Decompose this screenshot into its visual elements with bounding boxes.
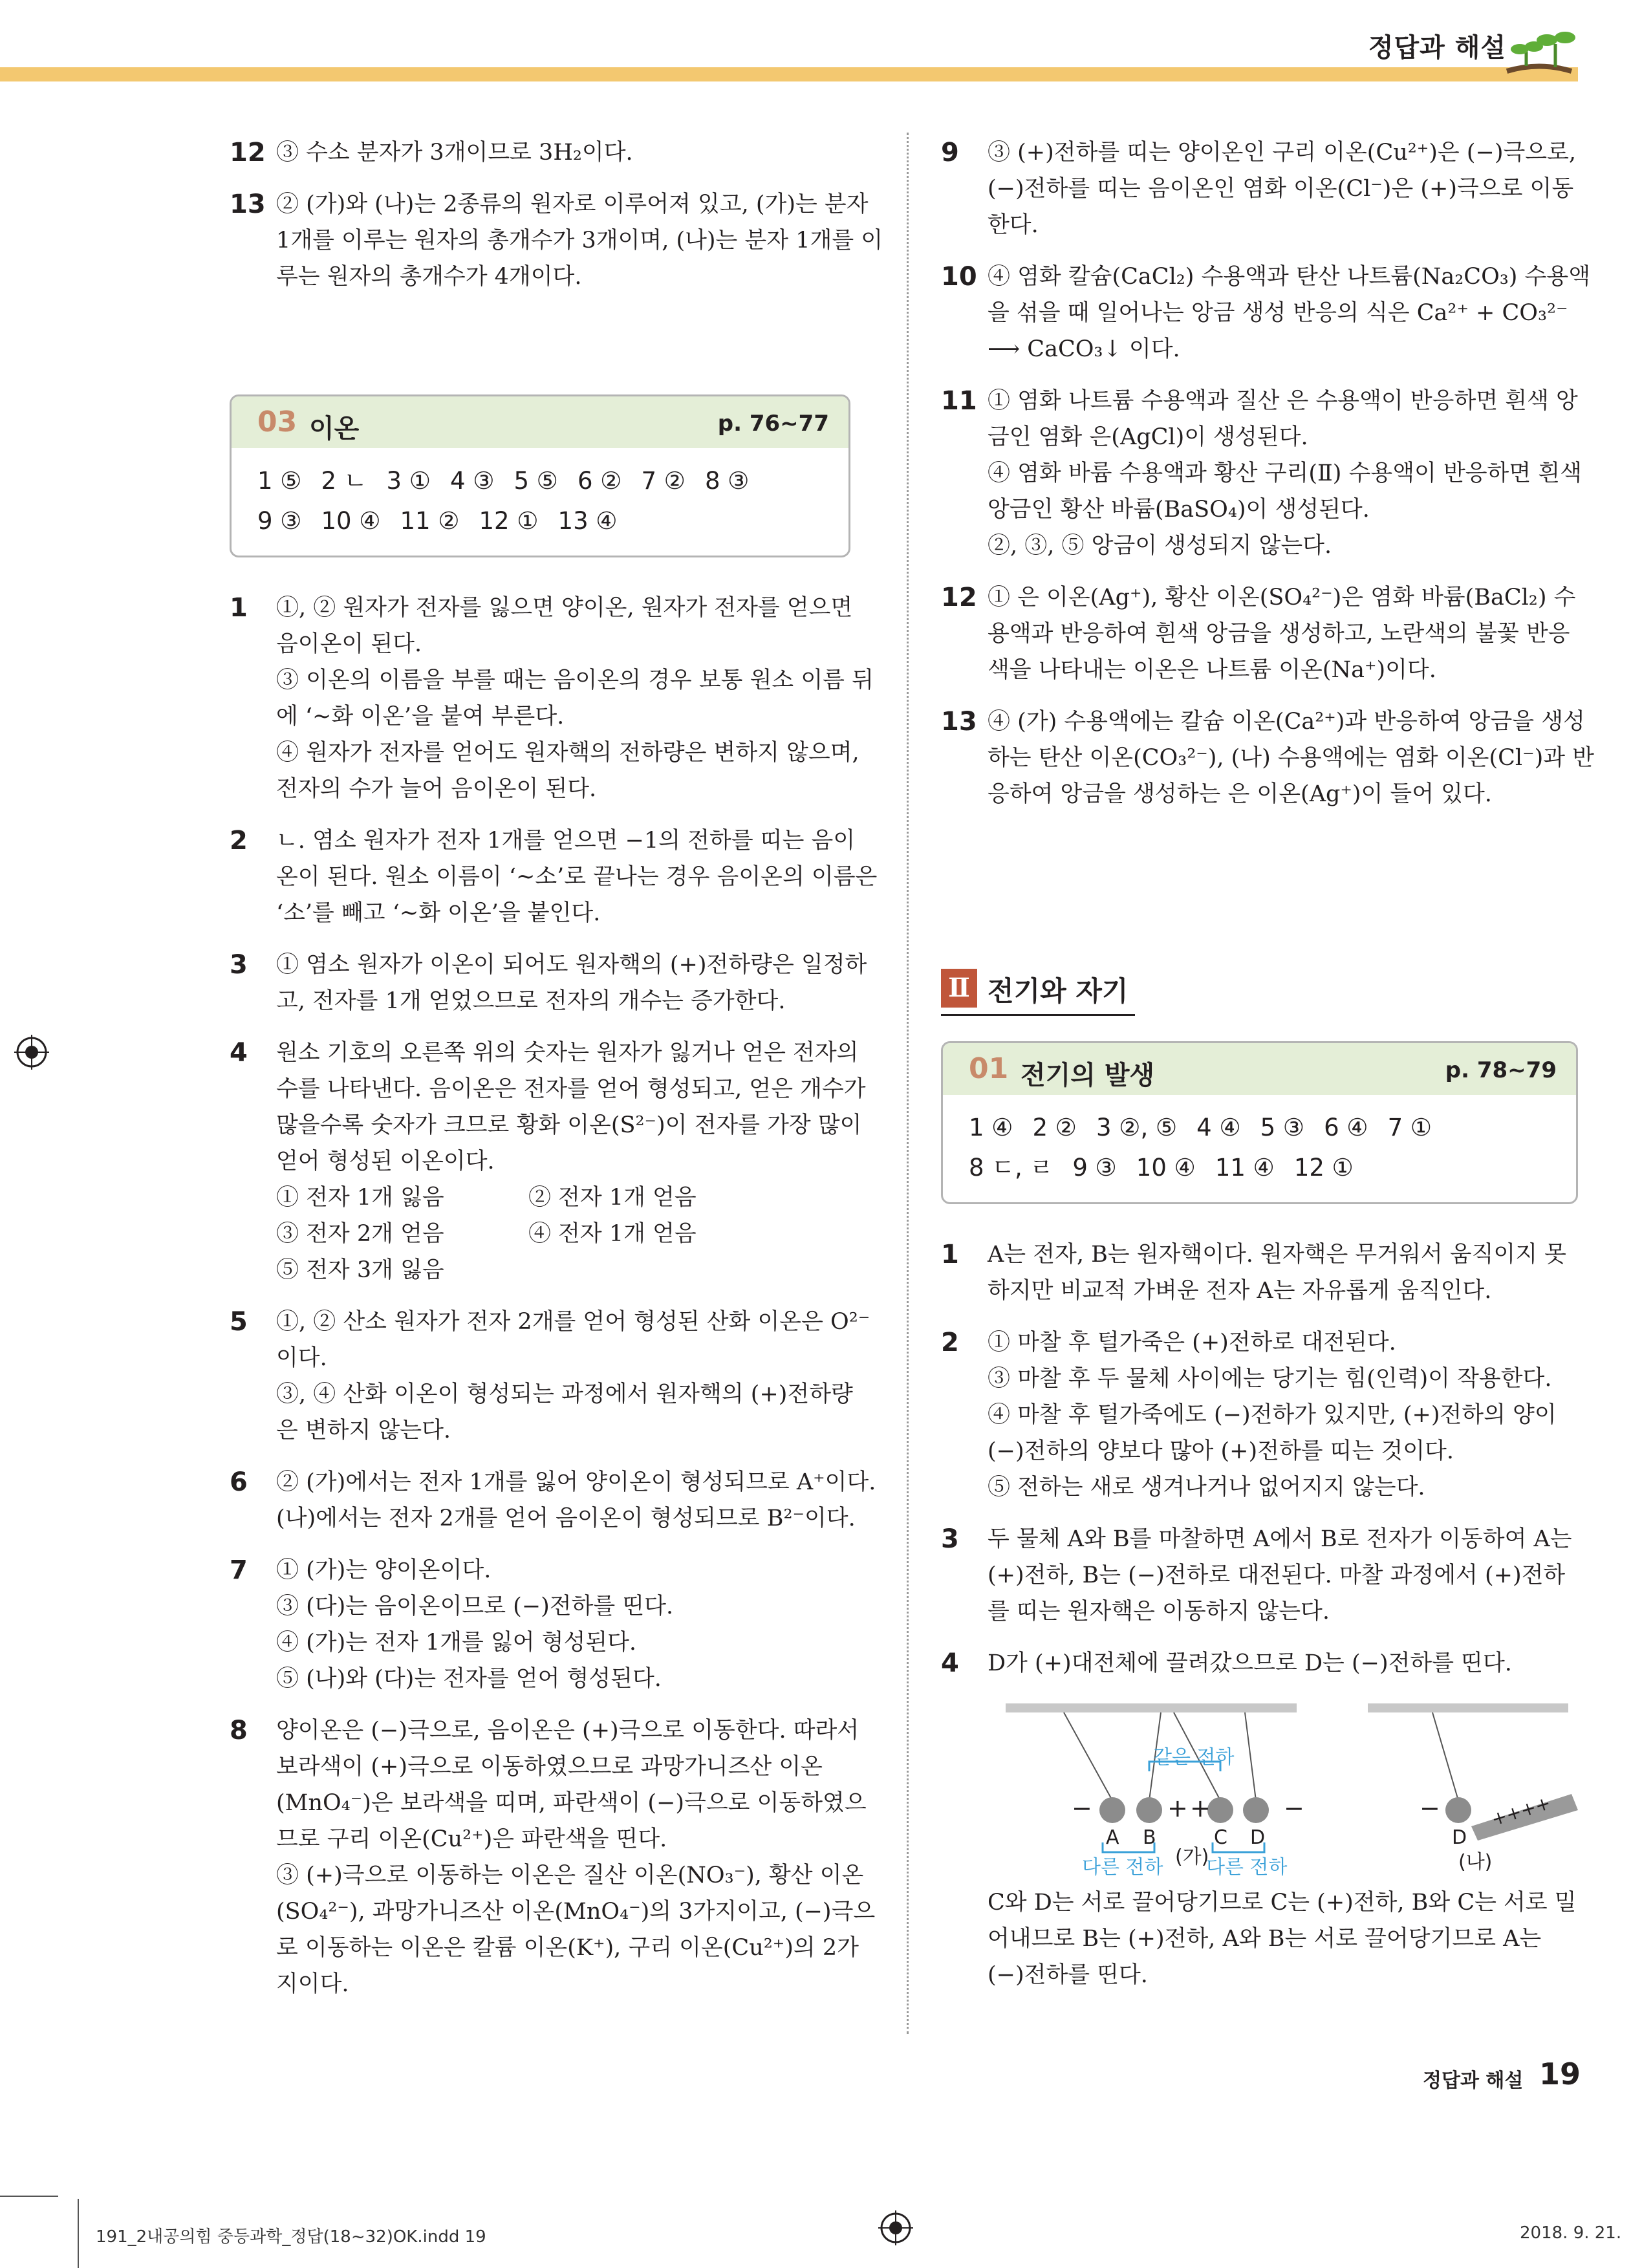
explanation-line: 두 물체 A와 B를 마찰하면 A에서 B로 전자가 이동하여 A는 xyxy=(988,1526,1572,1552)
answer-key: 10 ④ xyxy=(321,507,381,535)
section-title: 전기와 자기 xyxy=(988,975,1129,1007)
explanation-line: 고, 전자를 1개 얻었으므로 전자의 개수는 증가한다. xyxy=(276,988,786,1014)
header-rule xyxy=(0,67,1578,81)
box-answers xyxy=(232,448,848,556)
answer-box-ions xyxy=(230,394,850,557)
explanation-line: ① 염소 원자가 이온이 되어도 원자핵의 (+)전하량은 일정하 xyxy=(276,952,867,978)
explanation-line: ㄴ. 염소 원자가 전자 1개를 얻으면 −1의 전하를 띠는 음이 xyxy=(276,828,856,854)
ball-d2 xyxy=(1445,1797,1471,1823)
explanation-line: 에 ‘~화 이온’을 붙여 부른다. xyxy=(276,704,565,729)
answer-key: 11 ④ xyxy=(1215,1154,1275,1182)
explanation-line: ③ (+)전하를 띠는 양이온인 구리 이온(Cu²⁺)은 (−)극으로, xyxy=(988,140,1577,166)
explanation-line: 하지만 비교적 가벼운 전자 A는 자유롭게 움직인다. xyxy=(988,1278,1492,1304)
answer-explanation xyxy=(230,947,867,1019)
answer-key: 3 ① xyxy=(386,467,431,495)
answer-key: 1 ④ xyxy=(969,1114,1013,1141)
box-title: 이온 xyxy=(309,414,360,444)
explanation-line: 로 이동하는 이온은 칼륨 이온(K⁺), 구리 이온(Cu²⁺)의 2가 xyxy=(276,1935,859,1961)
box-number: 03 xyxy=(257,405,297,438)
explanation-line: ① 마찰 후 털가죽은 (+)전하로 대전된다. xyxy=(988,1330,1396,1355)
answer-key: 8 ③ xyxy=(704,467,750,495)
explanation-line: 금인 염화 은(AgCl)이 생성된다. xyxy=(988,424,1308,450)
answer-key: 5 ③ xyxy=(1260,1114,1305,1141)
answer-key: 10 ④ xyxy=(1136,1154,1196,1182)
answer-explanation xyxy=(230,1304,870,1449)
answer-key: 4 ③ xyxy=(450,467,495,495)
explanation-line: ③ 수소 분자가 3개이므로 3H₂이다. xyxy=(276,140,633,166)
explanation-line: 한다. xyxy=(988,212,1039,238)
footer-label: 정답과 해설 xyxy=(1423,2069,1524,2092)
answer-key: 7 ② xyxy=(641,467,686,495)
question-number: 1 xyxy=(230,593,248,623)
answer-key: 3 ②, ⑤ xyxy=(1096,1114,1178,1141)
explanation-line: ⑤ 전하는 새로 생겨나거나 없어지지 않는다. xyxy=(988,1474,1425,1500)
answer-explanation xyxy=(230,1552,850,1697)
box-pages: p. 78~79 xyxy=(1445,1057,1557,1083)
explanation-line: ⑤ (나)와 (다)는 전자를 얻어 형성된다. xyxy=(276,1666,662,1692)
print-date: 2018. 9. 21. xyxy=(1520,2223,1622,2243)
explanation-line: ① (가)는 양이온이다. xyxy=(276,1557,492,1583)
box-answers xyxy=(943,1095,1576,1202)
answer-explanation xyxy=(230,135,850,171)
choice-note: ⑤ 전자 3개 잃음 xyxy=(276,1257,444,1283)
ball-d xyxy=(1243,1797,1269,1823)
question-number: 11 xyxy=(941,386,977,416)
answer-explanation xyxy=(230,186,883,295)
answer-box-electricity xyxy=(941,1041,1578,1204)
explanation-line: 얻어 형성된 이온이다. xyxy=(276,1149,495,1174)
explanation-line: ① 염화 나트륨 수용액과 질산 은 수용액이 반응하면 흰색 앙 xyxy=(988,388,1578,414)
answer-explanation xyxy=(230,823,878,931)
ball-c xyxy=(1207,1797,1233,1823)
explanation-line: 원소 기호의 오른쪽 위의 숫자는 원자가 잃거나 얻은 전자의 xyxy=(276,1040,859,1066)
answer-key: 7 ① xyxy=(1387,1114,1432,1141)
question-number: 12 xyxy=(941,583,977,612)
explanation-line: 앙금인 황산 바륨(BaSO₄)이 생성된다. xyxy=(988,497,1370,523)
explanation-line: 색을 나타내는 이온은 나트륨 이온(Na⁺)이다. xyxy=(988,657,1436,683)
explanation-line: ④ 염화 칼슘(CaCl₂) 수용액과 탄산 나트륨(Na₂CO₃) 수용액 xyxy=(988,264,1591,290)
explanation-line: 용액과 반응하여 흰색 앙금을 생성하고, 노란색의 불꽃 반응 xyxy=(988,621,1570,647)
answer-key: 6 ② xyxy=(577,467,622,495)
header-title: 정답과 해설 xyxy=(1368,32,1506,63)
explanation-line: D가 (+)대전체에 끌려갔으므로 D는 (−)전하를 띤다. xyxy=(988,1650,1512,1676)
explanation-line: 하는 탄산 이온(CO₃²⁻), (나) 수용액에는 염화 이온(Cl⁻)과 반 xyxy=(988,745,1594,771)
explanation-line: ④ (가) 수용액에는 칼슘 이온(Ca²⁺)과 반응하여 앙금을 생성 xyxy=(988,709,1585,735)
answer-explanation xyxy=(230,1035,866,1288)
choice-note: ② 전자 1개 얻음 xyxy=(528,1185,697,1211)
explanation-line: 수를 나타낸다. 음이온은 전자를 얻어 형성되고, 얻은 개수가 xyxy=(276,1076,866,1102)
choice-note: ① 전자 1개 잃음 xyxy=(276,1185,444,1211)
choice-note: ④ 전자 1개 얻음 xyxy=(528,1221,697,1247)
explanation-line: ② (가)와 (나)는 2종류의 원자로 이루어져 있고, (가)는 분자 xyxy=(276,191,869,217)
explanation-line: 지이다. xyxy=(276,1971,349,1997)
question-number: 12 xyxy=(230,138,266,167)
answer-key: 12 ① xyxy=(1293,1154,1354,1182)
question-number: 4 xyxy=(941,1648,959,1678)
answer-explanation xyxy=(941,383,1582,564)
explanation-line: ③ (다)는 음이온이므로 (−)전하를 띤다. xyxy=(276,1593,674,1619)
explanation-line: ③ (+)극으로 이동하는 이온은 질산 이온(NO₃⁻), 황산 이온 xyxy=(276,1863,864,1888)
answer-explanation xyxy=(230,1464,876,1537)
question-number: 9 xyxy=(941,138,959,167)
explanation-line: ④ 염화 바륨 수용액과 황산 구리(Ⅱ) 수용액이 반응하면 흰색 xyxy=(988,460,1582,486)
explanation-line: ④ 원자가 전자를 얻어도 원자핵의 전하량은 변하지 않으며, xyxy=(276,740,859,766)
question-number: 7 xyxy=(230,1555,248,1585)
explanation-line: ② (가)에서는 전자 1개를 잃어 양이온이 형성되므로 A⁺이다. xyxy=(276,1469,876,1495)
question-number: 6 xyxy=(230,1467,248,1497)
answer-key: 11 ② xyxy=(400,507,460,535)
explanation-line: (MnO₄⁻)은 보라색을 띠며, 파란색이 (−)극으로 이동하였으 xyxy=(276,1790,867,1816)
explanation-line: 양이온은 (−)극으로, 음이온은 (+)극으로 이동한다. 따라서 xyxy=(276,1718,859,1744)
answer-key: 6 ④ xyxy=(1324,1114,1368,1141)
answer-explanation xyxy=(941,259,1591,367)
registration-mark-icon xyxy=(14,1035,49,1070)
question-number: 3 xyxy=(941,1524,959,1554)
page-number: 19 xyxy=(1539,2057,1581,2091)
box-number: 01 xyxy=(969,1052,1009,1085)
answer-explanation xyxy=(941,1237,1578,1309)
explanation-line: 음이온이 된다. xyxy=(276,631,422,657)
explanation-line: (+)전하, B는 (−)전하로 대전된다. 마찰 과정에서 (+)전하 xyxy=(988,1562,1566,1588)
answer-key: 9 ③ xyxy=(1072,1154,1117,1182)
question-number: 13 xyxy=(941,707,977,737)
explanation-line: ④ 마찰 후 털가죽에도 (−)전하가 있지만, (+)전하의 양이 xyxy=(988,1402,1557,1428)
question-number: 4 xyxy=(230,1038,248,1068)
explanation-line: 을 섞을 때 일어나는 앙금 생성 반응의 식은 Ca²⁺ + CO₃²⁻ xyxy=(988,300,1568,326)
left-column xyxy=(230,135,883,2018)
choice-note: ③ 전자 2개 얻음 xyxy=(276,1221,444,1247)
explanation-line: 보라색이 (+)극으로 이동하였으므로 과망가니즈산 이온 xyxy=(276,1754,823,1780)
section-header xyxy=(941,964,1578,1015)
explanation-line: 를 띠는 원자핵은 이동하지 않는다. xyxy=(988,1599,1330,1625)
answer-explanation xyxy=(230,590,874,807)
explanation-line: 므로 구리 이온(Cu²⁺)은 파란색을 띤다. xyxy=(276,1826,667,1852)
explanation-line: 이다. xyxy=(276,1345,327,1371)
explanation-line: 은 변하지 않는다. xyxy=(276,1418,451,1443)
explanation-line: ②, ③, ⑤ 앙금이 생성되지 않는다. xyxy=(988,533,1332,559)
question-number: 13 xyxy=(230,189,266,219)
answer-key: 4 ④ xyxy=(1196,1114,1241,1141)
explanation-line: ① 은 이온(Ag⁺), 황산 이온(SO₄²⁻)은 염화 바륨(BaCl₂) 수 xyxy=(988,585,1576,610)
explanation-line: 응하여 앙금을 생성하는 은 이온(Ag⁺)이 들어 있다. xyxy=(988,781,1492,807)
box-title: 전기의 발생 xyxy=(1021,1061,1155,1090)
section-badge: Ⅱ xyxy=(941,969,977,1008)
question-number: 3 xyxy=(230,950,248,980)
explanation-line: ⟶ CaCO₃↓ 이다. xyxy=(988,336,1180,362)
sprout-icon xyxy=(1500,26,1578,78)
explanation-line: ①, ② 원자가 전자를 잃으면 양이온, 원자가 전자를 얻으면 xyxy=(276,595,853,621)
answer-explanation xyxy=(941,579,1578,688)
explanation-line: 어내므로 B는 (+)전하, A와 B는 서로 끌어당기므로 A는 xyxy=(988,1926,1542,1952)
box-pages: p. 76~77 xyxy=(717,411,829,437)
answer-key: 13 ④ xyxy=(557,507,618,535)
explanation-line: (나)에서는 전자 2개를 얻어 음이온이 형성되므로 B²⁻이다. xyxy=(276,1506,856,1531)
explanation-line: 전자의 수가 늘어 음이온이 된다. xyxy=(276,776,597,802)
question-number: 10 xyxy=(941,262,977,292)
right-column xyxy=(941,135,1594,2009)
explanation-line: (−)전하를 띤다. xyxy=(988,1962,1148,1988)
column-divider xyxy=(907,133,909,2034)
answer-key: 9 ③ xyxy=(257,507,302,535)
explanation-line: (−)전하의 양보다 많아 (+)전하를 띠는 것이다. xyxy=(988,1438,1454,1464)
explanation-line: ④ (가)는 전자 1개를 잃어 형성된다. xyxy=(276,1630,637,1656)
answer-key: 5 ⑤ xyxy=(513,467,558,495)
explanation-line: 1개를 이루는 원자의 총개수가 3개이며, (나)는 분자 1개를 이 xyxy=(276,228,883,254)
explanation-line: C와 D는 서로 끌어당기므로 C는 (+)전하, B와 C는 서로 밀 xyxy=(988,1890,1577,1916)
answer-explanation xyxy=(941,1885,1578,1993)
pendulum-figure: 같은 전하 − + + − − ++++ A B C D D 다른 전하 (가) 다른 전하 (나) xyxy=(941,1697,1578,1872)
answer-key: 1 ⑤ xyxy=(257,467,302,495)
explanation-line: ③, ④ 산화 이온이 형성되는 과정에서 원자핵의 (+)전하량 xyxy=(276,1381,853,1407)
explanation-line: 많을수록 숫자가 크므로 황화 이온(S²⁻)이 전자를 가장 많이 xyxy=(276,1112,862,1138)
explanation-line: (−)전하를 띠는 음이온인 염화 이온(Cl⁻)은 (+)극으로 이동 xyxy=(988,176,1574,202)
question-number: 2 xyxy=(941,1328,959,1357)
explanation-line: ③ 이온의 이름을 부를 때는 음이온의 경우 보통 원소 이름 뒤 xyxy=(276,667,874,693)
answer-explanation xyxy=(941,1521,1578,1630)
registration-mark-icon xyxy=(878,2210,913,2245)
explanation-line: 루는 원자의 총개수가 4개이다. xyxy=(276,264,582,290)
question-number: 8 xyxy=(230,1716,248,1745)
answer-explanation xyxy=(941,704,1594,812)
explanation-line: ‘소’를 빼고 ‘~화 이온’을 붙인다. xyxy=(276,900,601,926)
answer-explanation xyxy=(941,135,1578,243)
explanation-line: A는 전자, B는 원자핵이다. 원자핵은 무거워서 움직이지 못 xyxy=(988,1242,1566,1268)
explanation-line: (SO₄²⁻), 과망가니즈산 이온(MnO₄⁻)의 3가지이고, (−)극으 xyxy=(276,1899,876,1925)
ball-a xyxy=(1099,1797,1125,1823)
ball-b xyxy=(1136,1797,1162,1823)
answer-key: 8 ㄷ, ㄹ xyxy=(969,1154,1053,1182)
answer-explanation xyxy=(941,1645,1578,1681)
answer-key: 2 ② xyxy=(1032,1114,1077,1141)
print-filename: 191_2내공의힘 중등과학_정답(18~32)OK.indd 19 xyxy=(96,2227,486,2247)
question-number: 5 xyxy=(230,1307,248,1337)
explanation-line: ①, ② 산소 원자가 전자 2개를 얻어 형성된 산화 이온은 O²⁻ xyxy=(276,1309,870,1335)
question-number: 2 xyxy=(230,826,248,856)
explanation-line: ③ 마찰 후 두 물체 사이에는 당기는 힘(인력)이 작용한다. xyxy=(988,1366,1552,1392)
answer-explanation xyxy=(230,1712,876,2002)
answer-key: 12 ① xyxy=(479,507,539,535)
explanation-line: 온이 된다. 원소 이름이 ‘~소’로 끝나는 경우 음이온의 이름은 xyxy=(276,864,878,890)
question-number: 1 xyxy=(941,1240,959,1269)
answer-key: 2 ㄴ xyxy=(321,467,367,495)
answer-explanation xyxy=(941,1324,1578,1506)
